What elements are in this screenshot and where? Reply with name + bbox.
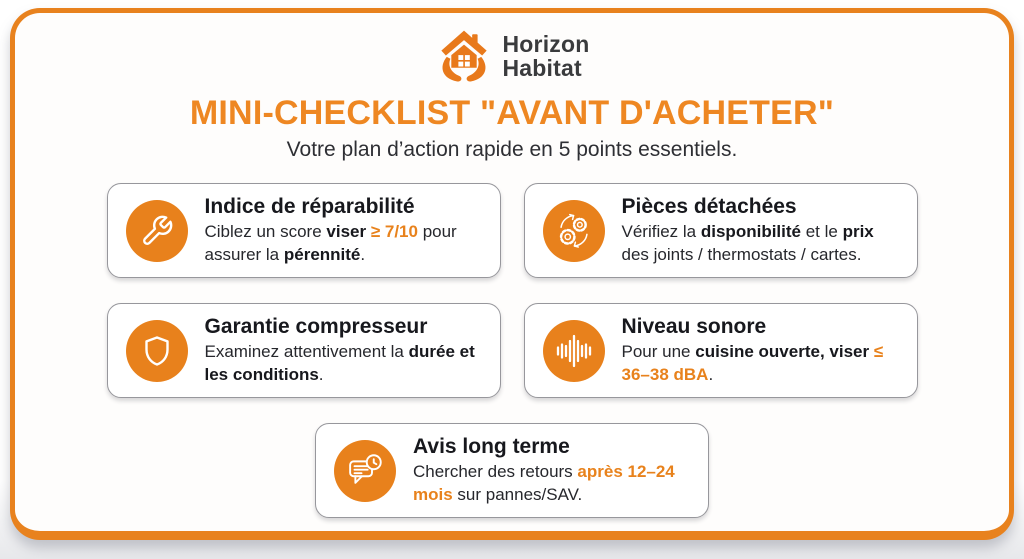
brand-logo <box>15 27 1009 85</box>
brand-name <box>503 32 590 81</box>
card-description: Vérifiez la disponibilité et le prix des joints / thermostats / cartes. <box>621 222 874 264</box>
card-text <box>413 435 696 505</box>
card-text <box>622 195 905 265</box>
card-title: Avis long terme <box>413 435 570 459</box>
brand-name-line1: Horizon <box>502 30 590 57</box>
card-title: Indice de réparabilité <box>204 195 415 219</box>
shield-icon <box>126 320 188 382</box>
card-text <box>622 315 905 385</box>
hands-house-icon <box>435 27 493 85</box>
card-pieces-detachees <box>524 183 918 278</box>
card-title: Pièces détachées <box>621 195 797 219</box>
card-text <box>205 315 488 385</box>
card-description: Examinez attentivement la durée et les conditions. <box>204 342 475 384</box>
wrench-icon <box>126 200 188 262</box>
sound-wave-icon <box>543 320 605 382</box>
brand-name-line2: Habitat <box>502 55 582 81</box>
card-description: Ciblez un score viser ≥ 7/10 pour assurer la pérennité. <box>204 222 457 264</box>
card-garantie-compresseur <box>107 303 501 398</box>
page-subtitle: Votre plan d’action rapide en 5 points essentiels. <box>286 138 738 161</box>
card-text <box>205 195 488 265</box>
card-avis-long-terme <box>315 423 709 518</box>
gears-sync-icon <box>543 200 605 262</box>
card-title: Garantie compresseur <box>204 315 428 339</box>
card-indice-reparabilite <box>107 183 501 278</box>
chat-clock-icon <box>334 440 396 502</box>
card-description: Chercher des retours après 12–24 mois sur pannes/SAV. <box>413 462 675 504</box>
card-title: Niveau sonore <box>621 315 767 339</box>
infographic-panel <box>10 8 1014 540</box>
checklist-grid <box>105 183 920 518</box>
page-title: MINI-CHECKLIST "AVANT D'ACHETER" <box>189 94 835 132</box>
card-niveau-sonore <box>524 303 918 398</box>
card-description: Pour une cuisine ouverte, viser ≤ 36–38 dBA. <box>621 342 884 384</box>
